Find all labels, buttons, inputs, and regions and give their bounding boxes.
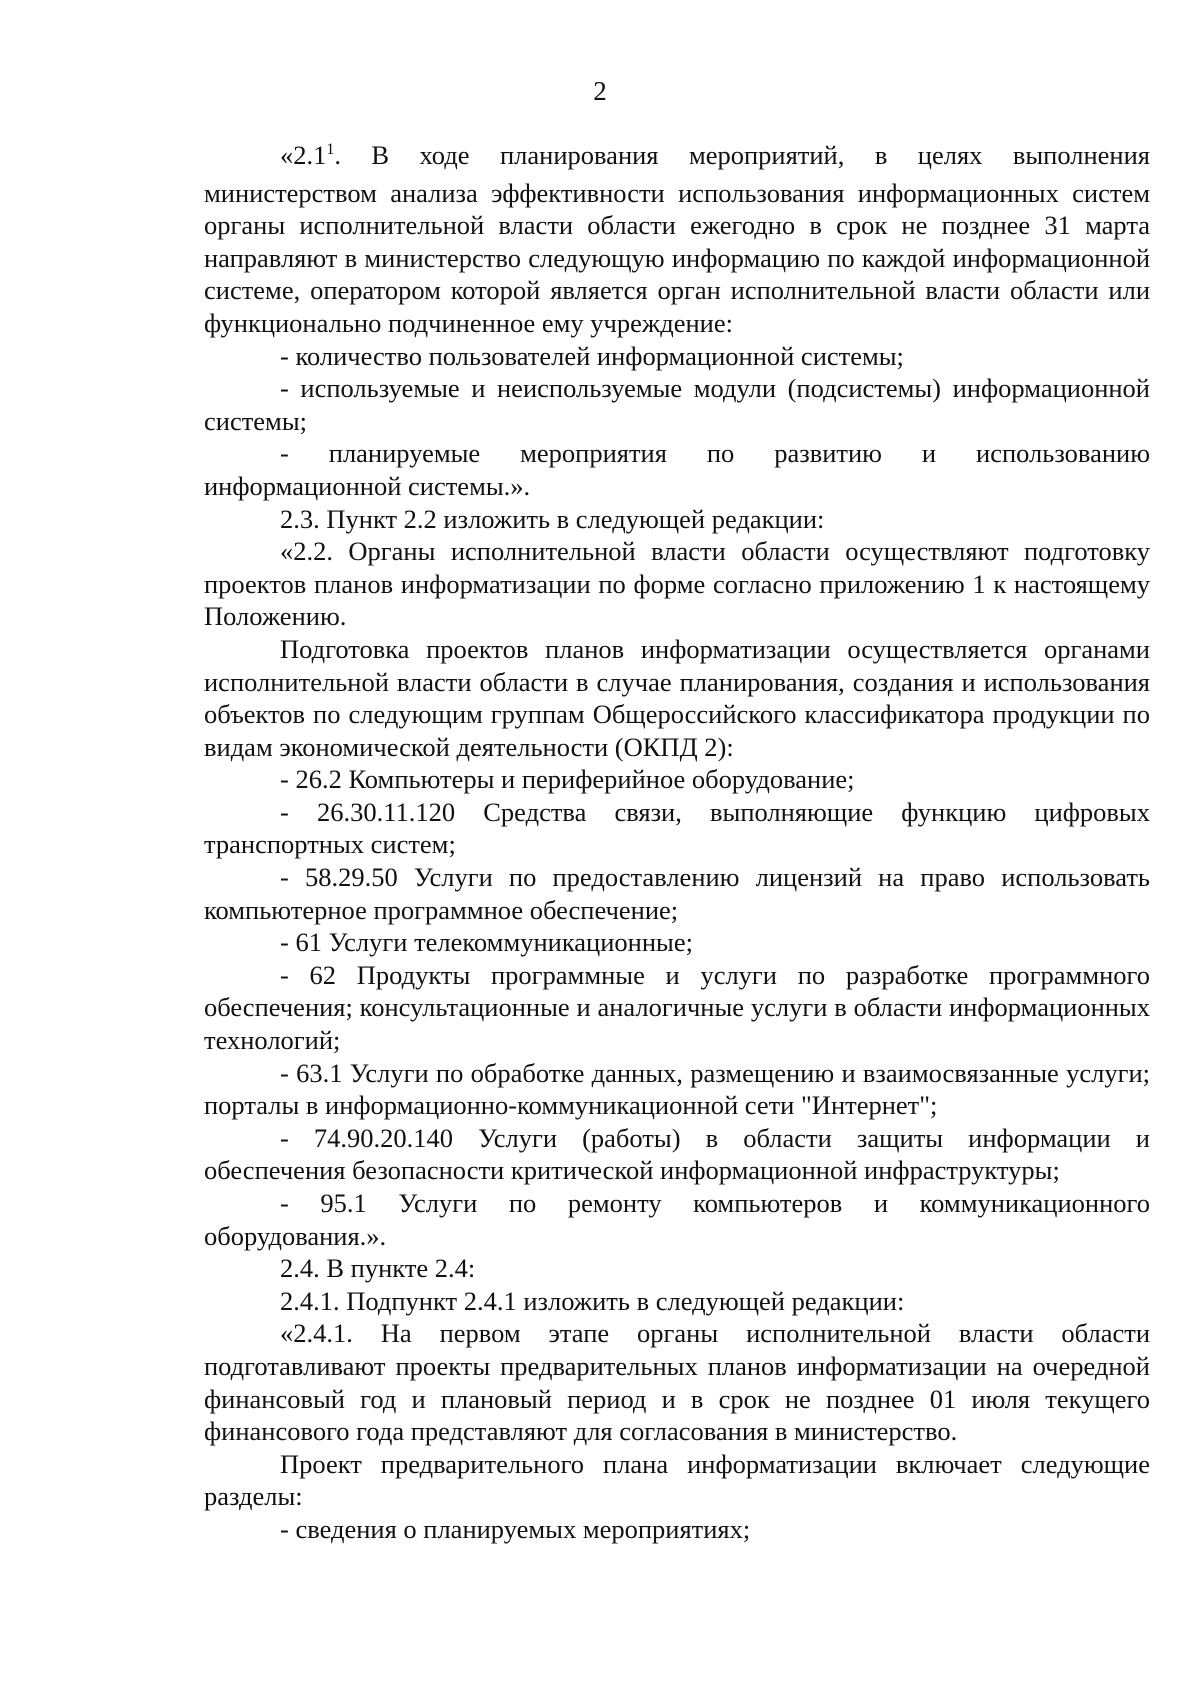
paragraph-okpd-intro: Подготовка проектов планов информатизации осуществляется органами исполнительной власти области в случае планирования, создания и использования объектов по следующим группам Общероссийского классификатора продукции по видам экономической деятельности (ОКПД 2): [204, 633, 1150, 762]
paragraph-2-1-1 [204, 139, 1150, 340]
list-item-modules: - используемые и неиспользуемые модули (подсистемы) информационной системы; [204, 373, 1150, 436]
list-item-okpd-74-90: - 74.90.20.140 Услуги (работы) в области защиты информации и обеспечения безопасности критической информационной инфраструктуры; [204, 1122, 1150, 1186]
page-number: 2 [593, 76, 607, 106]
superscript: 1 [326, 140, 335, 158]
paragraph-2-2-quote: «2.2. Органы исполнительной власти области осуществляют подготовку проектов планов информатизации по форме согласно приложению 1 к настоящему Положению. [204, 536, 1150, 632]
document-body [204, 139, 1150, 1546]
list-item-okpd-26-2: - 26.2 Компьютеры и периферийное оборудование; [280, 764, 855, 795]
paragraph-2-4-1-quote: «2.4.1. На первом этапе органы исполнительной власти области подготавливают проекты предварительных планов информатизации на очередной финансовый год и плановый период и в срок не позднее 01 июля текущего финансового года представляют для согласования в министерство. [204, 1318, 1150, 1447]
paragraph-2-4-1: 2.4.1. Подпункт 2.4.1 изложить в следующей редакции: [280, 1285, 905, 1316]
list-item-okpd-62: - 62 Продукты программные и услуги по разработке программного обеспечения; консультационные и аналогичные услуги в области информационных технологий; [204, 959, 1150, 1056]
clause-text: . В ходе планирования мероприятий, в целях выполнения министерством анализа эффективности использования информационных систем органы исполнительной власти области ежегодно в срок не позднее 31 марта направляют в министерство следующую информацию по каждой информационной системе, оператором которой является орган исполнительной власти области или функционально подчиненное ему учреждение: [204, 140, 1150, 338]
list-item-okpd-26-30: - 26.30.11.120 Средства связи, выполняющие функцию цифровых транспортных систем; [204, 796, 1150, 860]
list-item-planned-measures: - сведения о планируемых мероприятиях; [280, 1513, 751, 1544]
paragraph-2-4: 2.4. В пункте 2.4: [280, 1253, 476, 1284]
list-item-okpd-58-29: - 58.29.50 Услуги по предоставлению лицензий на право использовать компьютерное программное обеспечение; [204, 862, 1150, 925]
list-item-okpd-61: - 61 Услуги телекоммуникационные; [280, 927, 693, 958]
list-item-okpd-63-1: - 63.1 Услуги по обработке данных, размещению и взаимосвязанные услуги; порталы в информационно-коммуникационной сети "Интернет"; [204, 1057, 1150, 1121]
clause-prefix: «2.1 [280, 140, 327, 170]
list-item-okpd-95-1: - 95.1 Услуги по ремонту компьютеров и коммуникационного оборудования.». [204, 1188, 1150, 1251]
list-item-planned-activities: - планируемые мероприятия по развитию и использованию информационной системы.». [204, 438, 1150, 501]
list-item-users-count: - количество пользователей информационной системы; [280, 340, 904, 371]
paragraph-plan-sections: Проект предварительного плана информатизации включает следующие разделы: [204, 1448, 1150, 1512]
paragraph-2-3: 2.3. Пункт 2.2 изложить в следующей редакции: [280, 503, 825, 534]
